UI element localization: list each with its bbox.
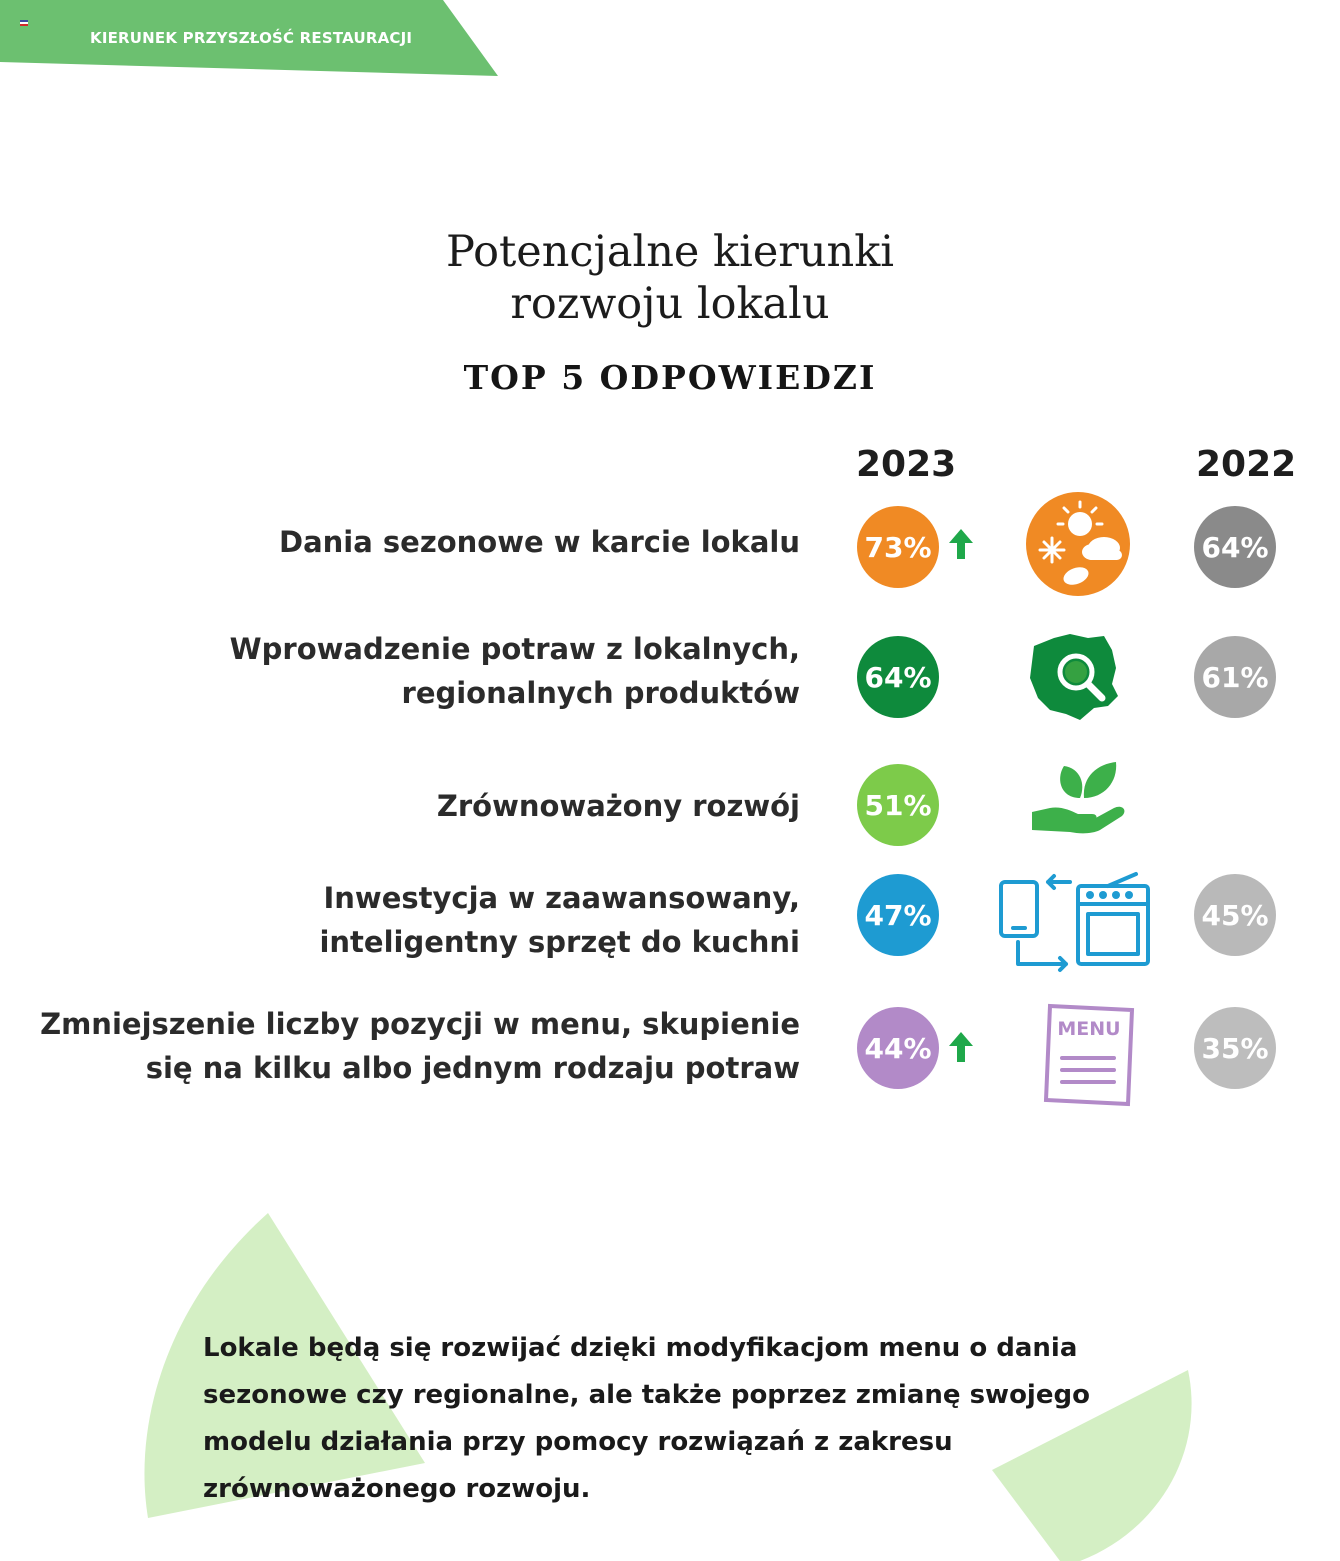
row-label: Zrównoważony rozwój — [436, 789, 800, 823]
poland-map-search-icon — [1028, 632, 1120, 722]
row-label: Inwestycja w zaawansowany, inteligentny sprzęt do kuchni — [319, 881, 800, 959]
value-2022-circle: 64% — [1194, 506, 1276, 588]
conclusion-text: Lokale będą się rozwijać dzięki modyfikacjom menu o dania sezonowe czy regionalne, ale także poprzez zmianę swojego modelu działania przy pomocy rozwiązań z zakresu zrównoważonego rozwoju. — [203, 1333, 1090, 1504]
year-2023-header: 2023 — [856, 444, 957, 485]
row-label: Dania sezonowe w karcie lokalu — [279, 525, 800, 559]
value-2023-circle: 64% — [857, 636, 939, 718]
value-2023-circle: 51% — [857, 764, 939, 846]
hand-leaves-icon — [1030, 758, 1130, 838]
value-2022-circle: 61% — [1194, 636, 1276, 718]
page-title: Potencjalne kierunki rozwoju lokalu — [445, 227, 895, 329]
phone-oven-sync-icon — [996, 870, 1154, 974]
menu-card-text: MENU — [1057, 1018, 1121, 1040]
value-2022-circle: 45% — [1194, 874, 1276, 956]
menu-card-icon — [1040, 1002, 1138, 1110]
value-2023-circle: 73% — [857, 506, 939, 588]
value-2023-circle: 44% — [857, 1007, 939, 1089]
season-weather-icon — [1024, 490, 1132, 598]
trend-up-arrow-icon — [948, 1030, 974, 1064]
row-label: Zmniejszenie liczby pozycji w menu, skupienie się na kilku albo jednym rodzaju potraw — [40, 1007, 800, 1085]
page-subtitle: TOP 5 ODPOWIEDZI — [463, 358, 877, 397]
row-label: Wprowadzenie potraw z lokalnych, regionalnych produktów — [229, 632, 800, 710]
header-label: KIERUNEK PRZYSZŁOŚĆ RESTAURACJI — [90, 29, 413, 47]
value-2023-circle: 47% — [857, 874, 939, 956]
value-2022-circle: 35% — [1194, 1007, 1276, 1089]
year-2022-header: 2022 — [1196, 444, 1297, 485]
trend-up-arrow-icon — [948, 527, 974, 561]
